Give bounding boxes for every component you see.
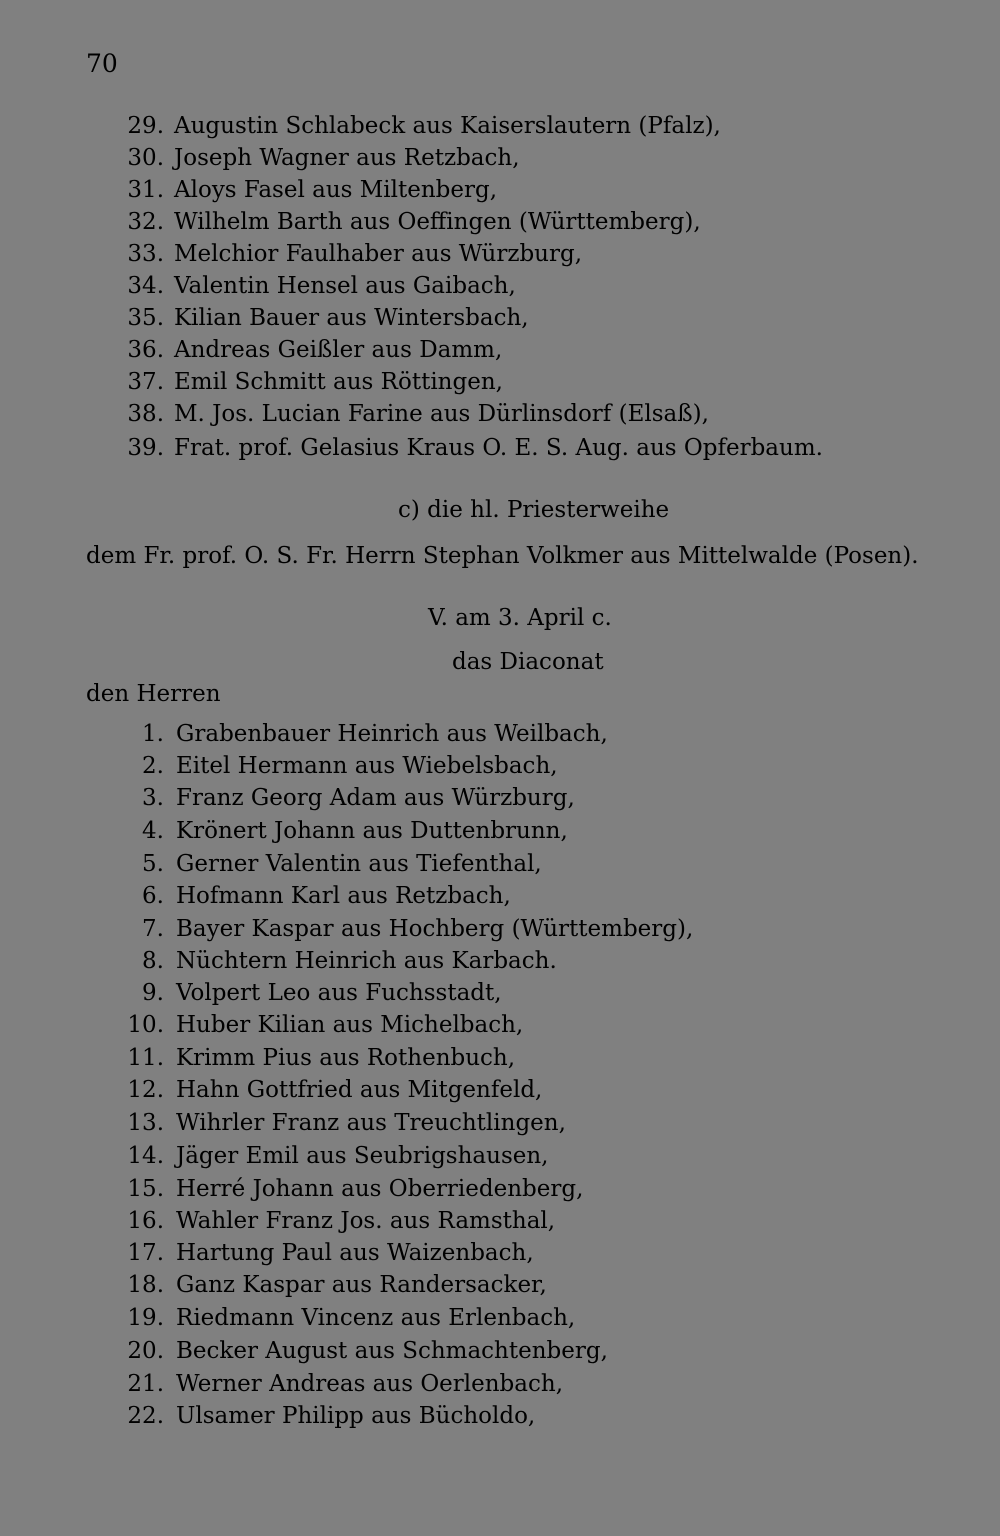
item-text: Krimm Pius aus Rothenbuch, (176, 1045, 516, 1071)
item-number: 37. (127, 369, 164, 395)
item-number: 30. (127, 145, 164, 171)
item-number: 19. (127, 1305, 164, 1331)
item-text: Frat. prof. Gelasius Kraus O. E. S. Aug. aus Opferbaum. (174, 435, 823, 461)
item-number: 7. (142, 916, 164, 942)
item-text: Melchior Faulhaber aus Würzburg, (174, 241, 583, 267)
page-number: 70 (86, 49, 118, 78)
item-text: Joseph Wagner aus Retzbach, (174, 145, 520, 171)
section-heading-diaconat: das Diaconat (452, 649, 604, 675)
item-text: Aloys Fasel aus Miltenberg, (174, 177, 498, 203)
item-number: 9. (142, 980, 164, 1006)
item-text: Ganz Kaspar aus Randersacker, (176, 1272, 547, 1298)
section-heading-priesterweihe: c) die hl. Priesterweihe (398, 497, 670, 523)
item-text: Riedmann Vincenz aus Erlenbach, (176, 1305, 576, 1331)
item-text: Herré Johann aus Oberriedenberg, (176, 1176, 584, 1202)
item-text: Hofmann Karl aus Retzbach, (176, 883, 511, 909)
item-number: 22. (127, 1403, 164, 1429)
item-number: 18. (127, 1272, 164, 1298)
item-number: 35. (127, 305, 164, 331)
item-number: 14. (127, 1143, 164, 1169)
item-text: Wilhelm Barth aus Oeffingen (Württemberg), (174, 209, 701, 235)
item-text: Eitel Hermann aus Wiebelsbach, (176, 753, 558, 779)
item-text: Emil Schmitt aus Röttingen, (174, 369, 503, 395)
item-text: Bayer Kaspar aus Hochberg (Württemberg), (176, 916, 694, 942)
item-text: Jäger Emil aus Seubrigshausen, (176, 1143, 549, 1169)
item-text: Huber Kilian aus Michelbach, (176, 1012, 524, 1038)
item-text: Ulsamer Philipp aus Bücholdo, (176, 1403, 536, 1429)
item-text: Hahn Gottfried aus Mitgenfeld, (176, 1077, 543, 1103)
item-number: 6. (142, 883, 164, 909)
item-number: 39. (127, 435, 164, 461)
item-text: Wihrler Franz aus Treuchtlingen, (176, 1110, 566, 1136)
item-number: 21. (127, 1371, 164, 1397)
item-text: Grabenbauer Heinrich aus Weilbach, (176, 721, 608, 747)
item-number: 11. (127, 1045, 164, 1071)
item-text: Augustin Schlabeck aus Kaiserslautern (Pfalz), (174, 113, 721, 139)
den-herren-label: den Herren (86, 681, 221, 707)
item-number: 34. (127, 273, 164, 299)
item-text: Becker August aus Schmachtenberg, (176, 1338, 608, 1364)
item-number: 33. (127, 241, 164, 267)
item-number: 3. (142, 785, 164, 811)
item-number: 2. (142, 753, 164, 779)
item-number: 20. (127, 1338, 164, 1364)
item-number: 17. (127, 1240, 164, 1266)
ordination-line: dem Fr. prof. O. S. Fr. Herrn Stephan Volkmer aus Mittelwalde (Posen). (86, 543, 919, 569)
item-text: Krönert Johann aus Duttenbrunn, (176, 818, 568, 844)
item-number: 32. (127, 209, 164, 235)
item-number: 16. (127, 1208, 164, 1234)
item-text: Nüchtern Heinrich aus Karbach. (176, 948, 557, 974)
item-number: 15. (127, 1176, 164, 1202)
item-text: Werner Andreas aus Oerlenbach, (176, 1371, 564, 1397)
item-text: Valentin Hensel aus Gaibach, (174, 273, 516, 299)
section-heading-april: V. am 3. April c. (428, 605, 612, 631)
item-text: Franz Georg Adam aus Würzburg, (176, 785, 575, 811)
item-text: Andreas Geißler aus Damm, (174, 337, 503, 363)
item-number: 12. (127, 1077, 164, 1103)
item-number: 5. (142, 851, 164, 877)
item-text: Gerner Valentin aus Tiefenthal, (176, 851, 542, 877)
item-number: 10. (127, 1012, 164, 1038)
item-number: 36. (127, 337, 164, 363)
item-number: 8. (142, 948, 164, 974)
item-text: Volpert Leo aus Fuchsstadt, (176, 980, 502, 1006)
item-number: 29. (127, 113, 164, 139)
item-number: 1. (142, 721, 164, 747)
item-text: Kilian Bauer aus Wintersbach, (174, 305, 529, 331)
item-number: 4. (142, 818, 164, 844)
item-text: M. Jos. Lucian Farine aus Dürlinsdorf (Elsaß), (174, 401, 709, 427)
item-text: Wahler Franz Jos. aus Ramsthal, (176, 1208, 556, 1234)
item-text: Hartung Paul aus Waizenbach, (176, 1240, 534, 1266)
item-number: 13. (127, 1110, 164, 1136)
item-number: 31. (127, 177, 164, 203)
item-number: 38. (127, 401, 164, 427)
